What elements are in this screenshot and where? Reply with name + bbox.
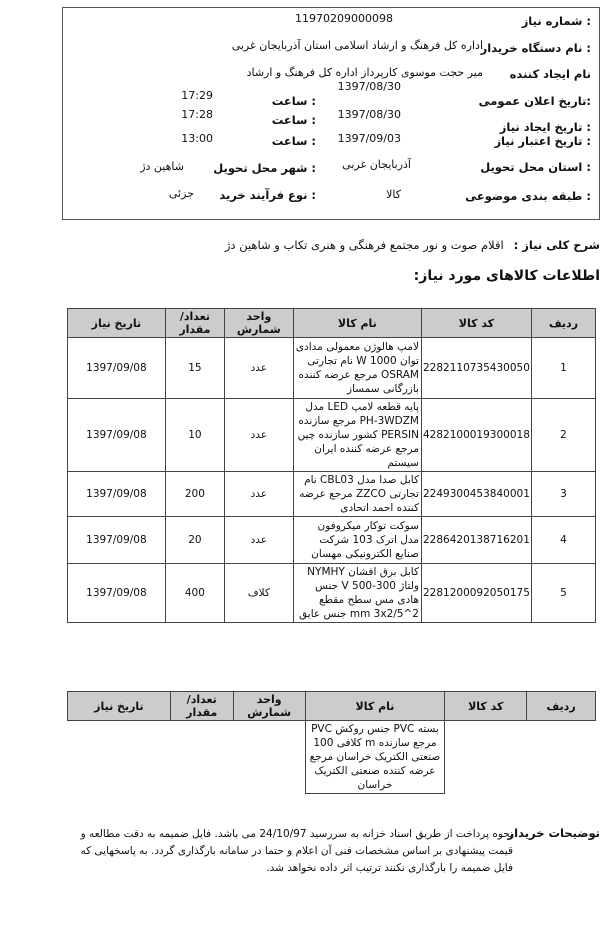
col-code: کد کالا (421, 309, 531, 338)
create-date-value: 1397/08/30 (337, 108, 401, 121)
col-row: ردیف (527, 692, 596, 721)
col-name: نام کالا (293, 309, 421, 338)
item-name: پایه قطعه لامپ LED مدل PH-3WDZM مرجع سازنده PERSIN کشور سازنده چین مرجع عرضه کننده ایران سیستم (293, 399, 421, 472)
row-number: 5 (531, 564, 595, 623)
row-number: 1 (531, 338, 595, 399)
goods-table-header (68, 309, 596, 338)
category-label: طبقه بندی موضوعی : (465, 189, 591, 203)
create-date-label: تاریخ ایجاد نیاز : (499, 120, 591, 134)
create-time: 17:28 (181, 108, 213, 121)
announce-label: تاریخ اعلان عمومی: (478, 94, 591, 108)
announce-time: 17:29 (181, 89, 213, 102)
item-unit: عدد (225, 472, 294, 517)
item-qty: 20 (165, 517, 224, 564)
buyer-value: اداره کل فرهنگ و ارشاد اسلامی استان آذربایجان غربی (231, 39, 483, 52)
table-row (68, 399, 596, 472)
need-info-box (62, 7, 600, 220)
item-code: 4282100019300018 (421, 399, 531, 472)
need-number-value: 11970209000098 (295, 12, 393, 25)
item-unit: کلاف (225, 564, 294, 623)
row-number: 3 (531, 472, 595, 517)
col-date: تاریخ نیاز (68, 309, 166, 338)
goods-table (67, 308, 596, 623)
province-label: استان محل تحویل : (480, 160, 591, 174)
col-unit: واحد شمارش (233, 692, 305, 721)
item-code: 2286420138716201 (421, 517, 531, 564)
col-qty: تعداد/ مقدار (165, 309, 224, 338)
item-date: 1397/09/08 (68, 517, 166, 564)
item-code: 2282110735430050 (421, 338, 531, 399)
item-name: سوکت توکار میکروفون مدل اترک 103 شرکت صنایع الکترونیکی مهسان (293, 517, 421, 564)
item-unit: عدد (225, 399, 294, 472)
buyer-notes-label: توضیحات خریدار (507, 826, 600, 840)
item-unit: عدد (225, 338, 294, 399)
col-name: نام کالا (305, 692, 445, 721)
goods-section-title: اطلاعات کالاهای مورد نیاز: (413, 268, 600, 284)
item-code: 2249300453840001 (421, 472, 531, 517)
row-number: 4 (531, 517, 595, 564)
province-value: آذربایجان غربی (342, 158, 411, 171)
buyer-notes-text: نحوه پرداخت از طریق اسناد خزانه به سررسید 24/10/97 می باشد. فایل ضمیمه به دقت مطالعه و قیمت پیشنهادی بر اساس مشخصات فنی آن اعلام و حتما در سامانه بارگذاری گردد. به پاسخهایی که فایل ضمیمه را بارگذاری نکنند ترتیب اثر داده نخواهد شد. (80, 828, 513, 874)
item-qty: 400 (165, 564, 224, 623)
category-value: کالا (386, 188, 401, 201)
announce-time-label: ساعت : (271, 94, 316, 108)
creator-value: میر حجت موسوی کارپرداز اداره کل فرهنگ و ارشاد (246, 66, 483, 79)
valid-date-value: 1397/09/03 (337, 132, 401, 145)
valid-time: 13:00 (181, 132, 213, 145)
item-name: لامپ هالوژن معمولی مدادی توان W 1000 نام تجارتی OSRAM مرجع عرضه کننده بازرگانی سمساز (293, 338, 421, 399)
item-name: کابل صدا مدل CBL03 نام تجارتی ZZCO مرجع عرضه کننده احمد اتحادی (293, 472, 421, 517)
general-description (225, 238, 600, 252)
col-code: کد کالا (445, 692, 527, 721)
goods-table-header (68, 692, 596, 721)
need-number-label: شماره نیاز : (521, 14, 591, 28)
general-description-label: شرح کلی نیاز : (513, 238, 600, 252)
table-row (68, 564, 596, 623)
col-date: تاریخ نیاز (68, 692, 171, 721)
item-date: 1397/09/08 (68, 338, 166, 399)
item-qty: 200 (165, 472, 224, 517)
item-unit: عدد (225, 517, 294, 564)
city-value: شاهین دژ (140, 160, 184, 173)
announce-date: 1397/08/30 (337, 80, 401, 93)
item-qty: 15 (165, 338, 224, 399)
table-row (68, 472, 596, 517)
col-unit: واحد شمارش (225, 309, 294, 338)
table-row (68, 338, 596, 399)
general-description-value: اقلام صوت و نور مجتمع فرهنگی و هنری تکاب و شاهین دژ (224, 238, 504, 252)
buyer-label: نام دستگاه خریدار : (480, 41, 591, 55)
item-qty: 10 (165, 399, 224, 472)
creator-label: نام ایجاد کننده (509, 67, 591, 81)
item-date: 1397/09/08 (68, 564, 166, 623)
item-date: 1397/09/08 (68, 472, 166, 517)
valid-date-label: تاریخ اعتبار نیاز : (494, 134, 591, 148)
col-row: ردیف (531, 309, 595, 338)
valid-time-label: ساعت : (271, 134, 316, 148)
item-name-continued: بسته PVC جنس روکش PVC مرجع سازنده m کلافی 100 صنعتی الکتریک خراسان مرجع عرضه کننده صنعتی الکتریک خراسان (305, 721, 445, 794)
table-row (68, 721, 596, 794)
item-code: 2281200092050175 (421, 564, 531, 623)
goods-table-continued (67, 691, 596, 794)
process-value: جزئی (168, 187, 194, 200)
city-label: شهر محل تحویل : (213, 161, 316, 175)
create-time-label: ساعت : (271, 113, 316, 127)
process-label: نوع فرآیند خرید : (219, 188, 316, 202)
table-row (68, 517, 596, 564)
item-date: 1397/09/08 (68, 399, 166, 472)
col-qty: تعداد/ مقدار (170, 692, 233, 721)
row-number: 2 (531, 399, 595, 472)
item-name: کابل برق افشان NYMHY ولتاژ 300-500 V جنس هادی مس سطح مقطع 2^mm 3x2/5 جنس عایق (293, 564, 421, 623)
